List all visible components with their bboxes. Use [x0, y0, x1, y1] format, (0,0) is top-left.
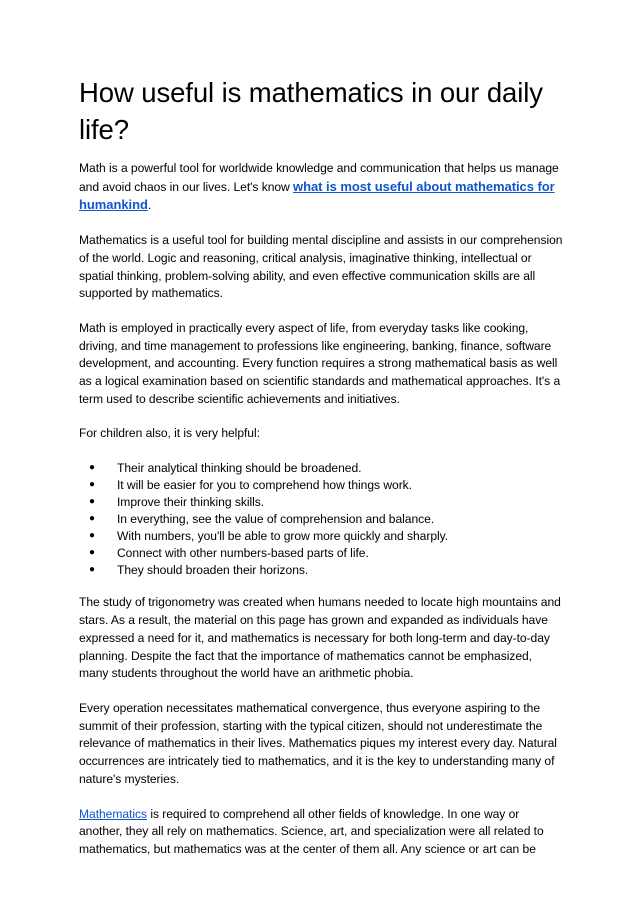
bullet-icon: ●	[89, 512, 95, 524]
bullet-icon: ●	[89, 546, 95, 558]
list-item	[89, 528, 563, 545]
list-item	[89, 460, 563, 477]
intro-text: Math is a powerful tool for worldwide knowledge and communication that helps us manage and avoid chaos in our lives. Let's know	[79, 161, 559, 194]
final-paragraph-text: is required to comprehend all other fields of knowledge. In one way or another, they all rely on mathematics. Science, art, and specialization were all related to mathematics, but mathematics was at the center of them all. Any science or art can be	[79, 806, 544, 856]
list-item-text: They should broaden their horizons.	[117, 562, 309, 577]
list-item-text: With numbers, you'll be able to grow more quickly and sharply.	[117, 528, 449, 543]
list-item-text: Connect with other numbers-based parts of life.	[117, 545, 369, 560]
list-item	[89, 494, 563, 511]
list-item-text: Improve their thinking skills.	[117, 494, 265, 509]
list-item-text: In everything, see the value of comprehension and balance.	[117, 511, 435, 526]
list-item	[89, 511, 563, 528]
list-item	[89, 545, 563, 562]
benefits-list	[79, 460, 563, 578]
list-item-text: Their analytical thinking should be broadened.	[117, 461, 362, 476]
paragraph-children: For children also, it is very helpful:	[79, 426, 260, 441]
paragraph-fields-of-knowledge	[79, 806, 563, 859]
bullet-icon: ●	[89, 462, 95, 474]
paragraph-trigonometry: The study of trigonometry was created when humans needed to locate high mountains and stars. As a result, the material on this page has grown and expanded as individuals have expressed a need for it, and mathematics is necessary for both long-term and day-to-day planning. Despite the fact that the importance of mathematics cannot be emphasized, many students throughout the world have an arithmetic phobia.	[79, 595, 561, 681]
bullet-icon: ●	[89, 563, 95, 575]
mathematics-link[interactable]: Mathematics	[79, 806, 148, 821]
bullet-icon: ●	[89, 529, 95, 541]
bullet-icon: ●	[89, 479, 95, 491]
paragraph-everyday-use: Math is employed in practically every aspect of life, from everyday tasks like cooking, driving, and time management to professions like engineering, banking, finance, software development, and accounting. Every function requires a strong mathematical basis as well as a logical examination based on scientific standards and mathematical approaches. It's a term used to describe scientific achievements and initiatives.	[79, 320, 561, 406]
humankind-link[interactable]: what is most useful about mathematics for humankind	[79, 178, 555, 213]
list-item	[89, 562, 563, 579]
intro-paragraph	[79, 160, 563, 215]
paragraph-discipline: Mathematics is a useful tool for building mental discipline and assists in our comprehension of the world. Logic and reasoning, critical analysis, imaginative thinking, intellectual or spatial thinking, problem-solving ability, and even effective communication skills are all supported by mathematics.	[79, 233, 563, 301]
intro-text-end: .	[147, 198, 152, 213]
page-title: How useful is mathematics in our daily life?	[79, 77, 543, 145]
list-item-text: It will be easier for you to comprehend how things work.	[117, 478, 412, 493]
bullet-icon: ●	[89, 495, 95, 507]
list-item	[89, 477, 563, 494]
paragraph-convergence: Every operation necessitates mathematical convergence, thus everyone aspiring to the summit of their profession, starting with the typical citizen, should not underestimate the relevance of mathematics in their lives. Mathematics piques my interest every day. Natural occurrences are intricately tied to mathematics, and it is the key to understanding many of nature's mysteries.	[79, 701, 557, 786]
document-page	[79, 74, 563, 876]
